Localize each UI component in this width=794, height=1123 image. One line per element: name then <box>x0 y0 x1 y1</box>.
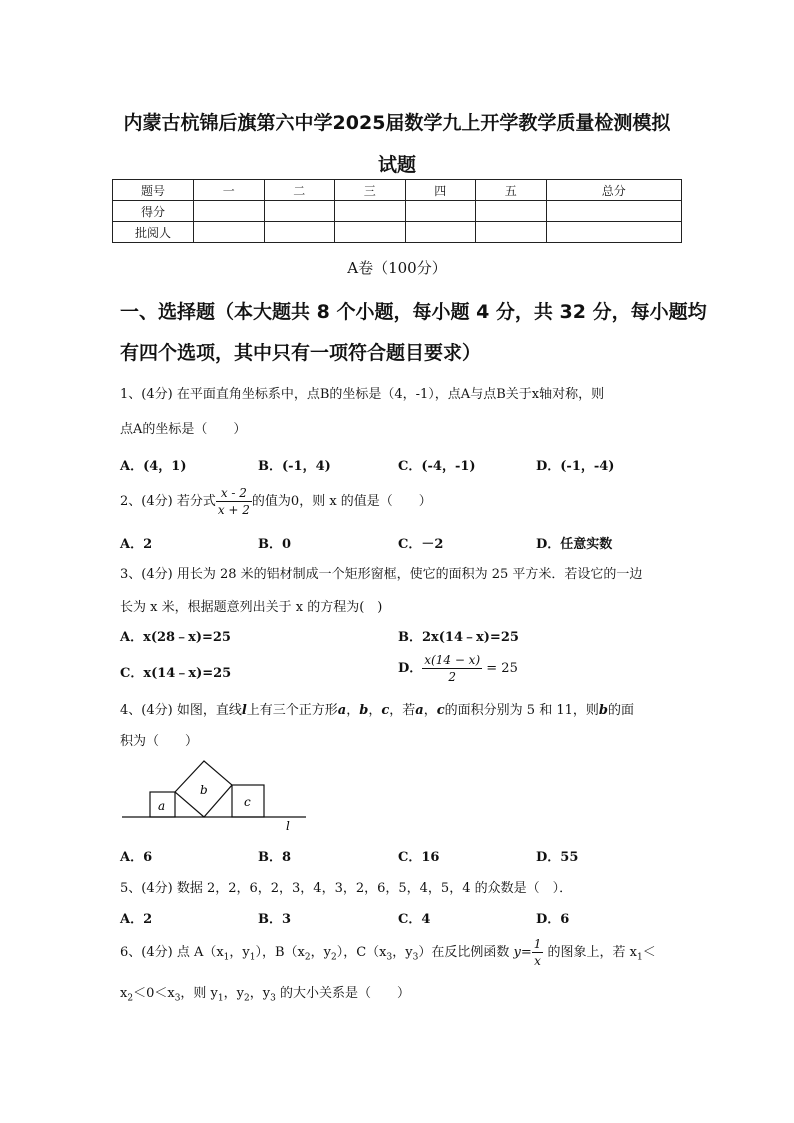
q5-option-c[interactable]: C．4 <box>398 912 431 927</box>
score-input-cell[interactable] <box>264 201 335 222</box>
question-6-line2 <box>120 982 410 1004</box>
score-table-row-grader <box>113 222 682 243</box>
q6-denominator: x <box>534 954 541 968</box>
q6-text: ＜ <box>642 945 656 960</box>
question-5: 5、(4分) 数据 2，2，6，2，3，4，3，2，6，5，4，5，4 的众数是（ ）． <box>120 881 573 896</box>
q6-text: 的图象上，若 x <box>543 945 637 960</box>
score-row-label: 得分 <box>113 201 194 222</box>
q3-option-c[interactable]: C．x(14﹣x)=25 <box>120 666 232 681</box>
q2-fraction <box>216 485 252 518</box>
q4-var-a: a <box>415 703 424 718</box>
q6-text: ），B（x <box>255 945 305 960</box>
q6-text: ，y <box>249 986 271 1001</box>
q4-var-b: b <box>359 703 369 718</box>
figure-label-c: c <box>244 795 251 809</box>
q4-var-b: b <box>598 703 608 718</box>
section-heading-line1: 一、选择题（本大题共 8 个小题，每小题 4 分，共 32 分，每小题均 <box>120 301 707 323</box>
question-2 <box>120 485 432 518</box>
q4-option-c[interactable]: C．16 <box>398 850 440 865</box>
q6-text: ），C（x <box>336 945 387 960</box>
q2-denominator: x + 2 <box>217 503 250 517</box>
question-6-line1 <box>120 936 656 969</box>
q2-option-d[interactable]: D．任意实数 <box>536 537 613 552</box>
q6-sub: 3 <box>386 952 393 963</box>
q6-text: x <box>120 986 128 1001</box>
figure-label-l: l <box>286 819 290 833</box>
grader-input-cell[interactable] <box>194 222 265 243</box>
q6-sub: 1 <box>217 993 224 1004</box>
q4-var-a: a <box>337 703 347 718</box>
q3-option-d-numerator: x(14 − x) <box>424 653 481 667</box>
q6-text: 的大小关系是（ ） <box>275 986 410 1001</box>
q4-text: ， <box>423 703 437 718</box>
score-input-cell[interactable] <box>476 201 547 222</box>
section-heading-line2: 有四个选项，其中只有一项符合题目要求） <box>120 342 482 364</box>
q3-option-b[interactable]: B．2x(14﹣x)=25 <box>398 630 519 645</box>
score-input-cell[interactable] <box>405 201 476 222</box>
q4-text: 的面 <box>607 703 634 718</box>
score-cell: 总分 <box>546 180 682 201</box>
q6-fraction <box>532 936 544 969</box>
q3-option-d-denominator: 2 <box>448 670 457 684</box>
score-table-row-score <box>113 201 682 222</box>
q3-option-d-label: D． <box>398 661 423 676</box>
question-1-line2: 点A的坐标是（ ） <box>120 422 247 437</box>
score-cell: 题号 <box>113 180 194 201</box>
grader-input-cell[interactable] <box>264 222 335 243</box>
q2-option-b[interactable]: B．0 <box>258 537 292 552</box>
question-4-line2: 积为（ ） <box>120 734 199 749</box>
q6-var-y: y <box>513 945 521 960</box>
paper-title-line1: 内蒙古杭锦后旗第六中学2025届数学九上开学教学质量检测模拟 <box>123 112 671 134</box>
question-3-line2: 长为 x 米，根据题意列出关于 x 的方程为( ) <box>120 600 383 615</box>
question-3-line1: 3、(4分) 用长为 28 米的铝材制成一个矩形窗框，使它的面积为 25 平方米．若设它的一边 <box>120 567 643 582</box>
score-cell: 四 <box>405 180 476 201</box>
q6-text: 6、(4分) 点 A（x <box>120 945 224 960</box>
q6-numerator: 1 <box>533 937 542 951</box>
q6-text: ）在反比例函数 <box>418 945 514 960</box>
q3-option-d[interactable] <box>398 652 518 685</box>
q6-text: = <box>520 945 532 960</box>
q4-text: ，若 <box>389 703 416 718</box>
q3-option-d-rhs: = 25 <box>486 661 518 676</box>
q4-option-d[interactable]: D．55 <box>536 850 579 865</box>
q6-sub: 1 <box>223 952 230 963</box>
q6-sub: 2 <box>304 952 311 963</box>
q6-sub: 1 <box>249 952 256 963</box>
figure-label-a: a <box>158 799 166 813</box>
q4-figure <box>120 755 320 835</box>
q3-option-d-fraction <box>422 652 482 685</box>
score-cell: 一 <box>194 180 265 201</box>
q3-option-a[interactable]: A．x(28﹣x)=25 <box>120 630 231 645</box>
grader-input-cell[interactable] <box>476 222 547 243</box>
q5-option-a[interactable]: A．2 <box>120 912 153 927</box>
q4-var-c: c <box>436 703 445 718</box>
grader-input-cell[interactable] <box>335 222 406 243</box>
q2-prefix: 2、(4分) 若分式 <box>120 494 216 509</box>
q6-text: ，则 y <box>180 986 218 1001</box>
q6-sub: 3 <box>174 993 181 1004</box>
question-1-line1: 1、(4分) 在平面直角坐标系中，点B的坐标是（4，-1），点A与点B关于x轴对称，则 <box>120 387 605 402</box>
q2-numerator: x - 2 <box>216 485 252 502</box>
q2-suffix: 的值为0，则 x 的值是（ ） <box>251 494 432 509</box>
score-input-cell[interactable] <box>546 201 682 222</box>
q5-option-b[interactable]: B．3 <box>258 912 292 927</box>
q4-text: ， <box>368 703 382 718</box>
paper-title-line2: 试题 <box>377 154 416 176</box>
q4-text: ， <box>346 703 360 718</box>
q1-option-b[interactable]: B．(-1，4) <box>258 459 331 474</box>
q6-sub: 1 <box>636 952 643 963</box>
q6-text: ，y <box>392 945 413 960</box>
score-input-cell[interactable] <box>335 201 406 222</box>
q5-option-d[interactable]: D．6 <box>536 912 570 927</box>
score-cell: 五 <box>476 180 547 201</box>
q6-text: ，y <box>229 945 250 960</box>
volume-title: A卷（100分） <box>347 259 447 277</box>
q2-option-c[interactable]: C．－2 <box>398 537 444 552</box>
question-4-line1 <box>120 699 634 718</box>
q4-option-a[interactable]: A．6 <box>120 850 153 865</box>
q1-option-a[interactable]: A．(4，1) <box>120 459 187 474</box>
q1-option-c[interactable]: C．(-4，-1) <box>398 459 476 474</box>
grader-input-cell[interactable] <box>546 222 682 243</box>
q6-sub: 2 <box>127 993 134 1004</box>
grader-row-label: 批阅人 <box>113 222 194 243</box>
q6-text: ＜0＜x <box>133 986 175 1001</box>
q6-sub: 2 <box>330 952 337 963</box>
figure-label-b: b <box>200 783 208 797</box>
q6-text: ，y <box>223 986 244 1001</box>
q2-option-a[interactable]: A．2 <box>120 537 153 552</box>
score-cell: 二 <box>264 180 335 201</box>
q6-sub: 2 <box>244 993 250 1004</box>
q6-sub: 3 <box>270 993 276 1004</box>
q4-text: 4、(4分) 如图，直线 <box>120 703 242 718</box>
q4-option-b[interactable]: B．8 <box>258 850 292 865</box>
grader-input-cell[interactable] <box>405 222 476 243</box>
q6-sub: 3 <box>412 952 419 963</box>
q4-var-c: c <box>381 703 390 718</box>
q4-text: 的面积分别为 5 和 11，则 <box>444 703 599 718</box>
q4-var-l: l <box>241 703 247 718</box>
q4-text: 上有三个正方形 <box>246 703 338 718</box>
q1-option-d[interactable]: D．(-1，-4) <box>536 459 615 474</box>
q6-text: ，y <box>310 945 331 960</box>
score-table <box>112 179 682 243</box>
score-input-cell[interactable] <box>194 201 265 222</box>
score-cell: 三 <box>335 180 406 201</box>
score-table-header-row <box>113 180 682 201</box>
